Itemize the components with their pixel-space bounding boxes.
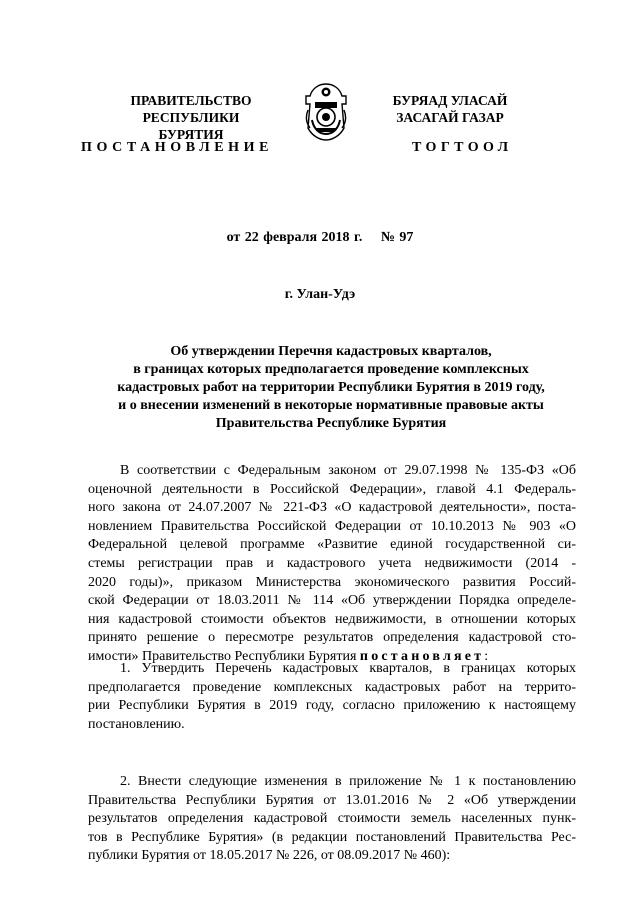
issuer-ru-line2: РЕСПУБЛИКИ БУРЯТИЯ <box>142 110 240 142</box>
text-line: Правительства Республики Бурятия от 13.01.2016 № 2 «Об утверждении <box>88 792 576 808</box>
text-line: постановлению. <box>88 716 185 732</box>
text-line: стемы регистрации прав и кадастрового учета недвижимости (2014 - <box>88 555 576 571</box>
text-line: публики Бурятия от 18.05.2017 № 226, от 08.09.2017 № 460): <box>88 848 451 864</box>
item-1-paragraph <box>88 660 576 734</box>
title-line: в границах которых предполагается проведение комплексных <box>133 362 529 377</box>
title-line: и о внесении изменений в некоторые нормативные правовые акты <box>118 398 544 413</box>
text-line: предполагается проведение комплексных кадастровых работ на террито- <box>88 679 576 695</box>
title-line: Об утверждении Перечня кадастровых кварталов, <box>170 344 492 359</box>
decree-colon: : <box>484 648 489 664</box>
decree-word: постановляет <box>359 648 485 664</box>
document-kind-bua: ТОГТООЛ <box>412 140 513 155</box>
issuer-bua-line1: БУРЯАД УЛАСАЙ <box>392 93 508 108</box>
issuer-ru-line1: ПРАВИТЕЛЬСТВО <box>130 93 252 108</box>
issuer-bua <box>375 92 525 126</box>
preamble-paragraph <box>88 462 576 667</box>
issuer-bua-line2: ЗАСАГАЙ ГАЗАР <box>396 110 504 125</box>
document-kind-ru: ПОСТАНОВЛЕНИЕ <box>81 140 274 155</box>
text-line: новлением Правительства Российской Федерации от 10.10.2013 № 903 «О <box>88 518 576 534</box>
coat-of-arms-icon <box>298 80 354 142</box>
title-line: Правительства Республике Бурятия <box>215 416 447 431</box>
text-line: В соответствии с Федеральным законом от 29.07.1998 № 135-ФЗ «Об <box>120 463 576 478</box>
text-line: 1. Утвердить Перечень кадастровых кварталов, в границах которых <box>120 661 576 676</box>
document-date: от 22 февраля 2018 г. <box>226 230 363 245</box>
text-line: оценочной деятельности в Российской Федерации», главой 4.1 Федераль- <box>88 481 576 497</box>
preamble-last-text: имости» Правительство Республики Бурятия <box>88 648 357 664</box>
text-line: ного закона от 24.07.2007 № 221-ФЗ «О кадастровой деятельности», поста- <box>88 500 576 516</box>
text-line: Федеральной целевой программе «Развитие единой государственной си- <box>88 537 576 553</box>
issuer-ru <box>112 92 270 143</box>
text-line: ской Федерации от 18.03.2011 № 114 «Об утверждении Порядка определе- <box>88 593 576 609</box>
text-line: 2. Внести следующие изменения в приложение № 1 к постановлению <box>120 774 576 789</box>
text-line: тов в Республике Бурятия» (в редакции постановлений Правительства Рес- <box>88 829 576 845</box>
text-line: 2020 годы)», приказом Министерства экономического развития Россий- <box>88 574 576 590</box>
document-number: № 97 <box>380 230 414 245</box>
document-title <box>96 343 566 433</box>
text-line: принято решение о пересмотре результатов определения кадастровой сто- <box>88 630 576 646</box>
date-number-line <box>0 230 640 246</box>
item-2-paragraph <box>88 773 576 866</box>
text-line: ния кадастровой стоимости объектов недвижимости, в отношении которых <box>88 611 576 627</box>
document-city: г. Улан-Удэ <box>284 287 356 302</box>
text-line: рии Республики Бурятия в 2019 году, согласно приложению к настоящему <box>88 698 576 714</box>
title-line: кадастровых работ на территории Республики Бурятия в 2019 году, <box>117 380 545 395</box>
text-line: результатов определения кадастровой стоимости земель населенных пунк- <box>88 811 576 827</box>
